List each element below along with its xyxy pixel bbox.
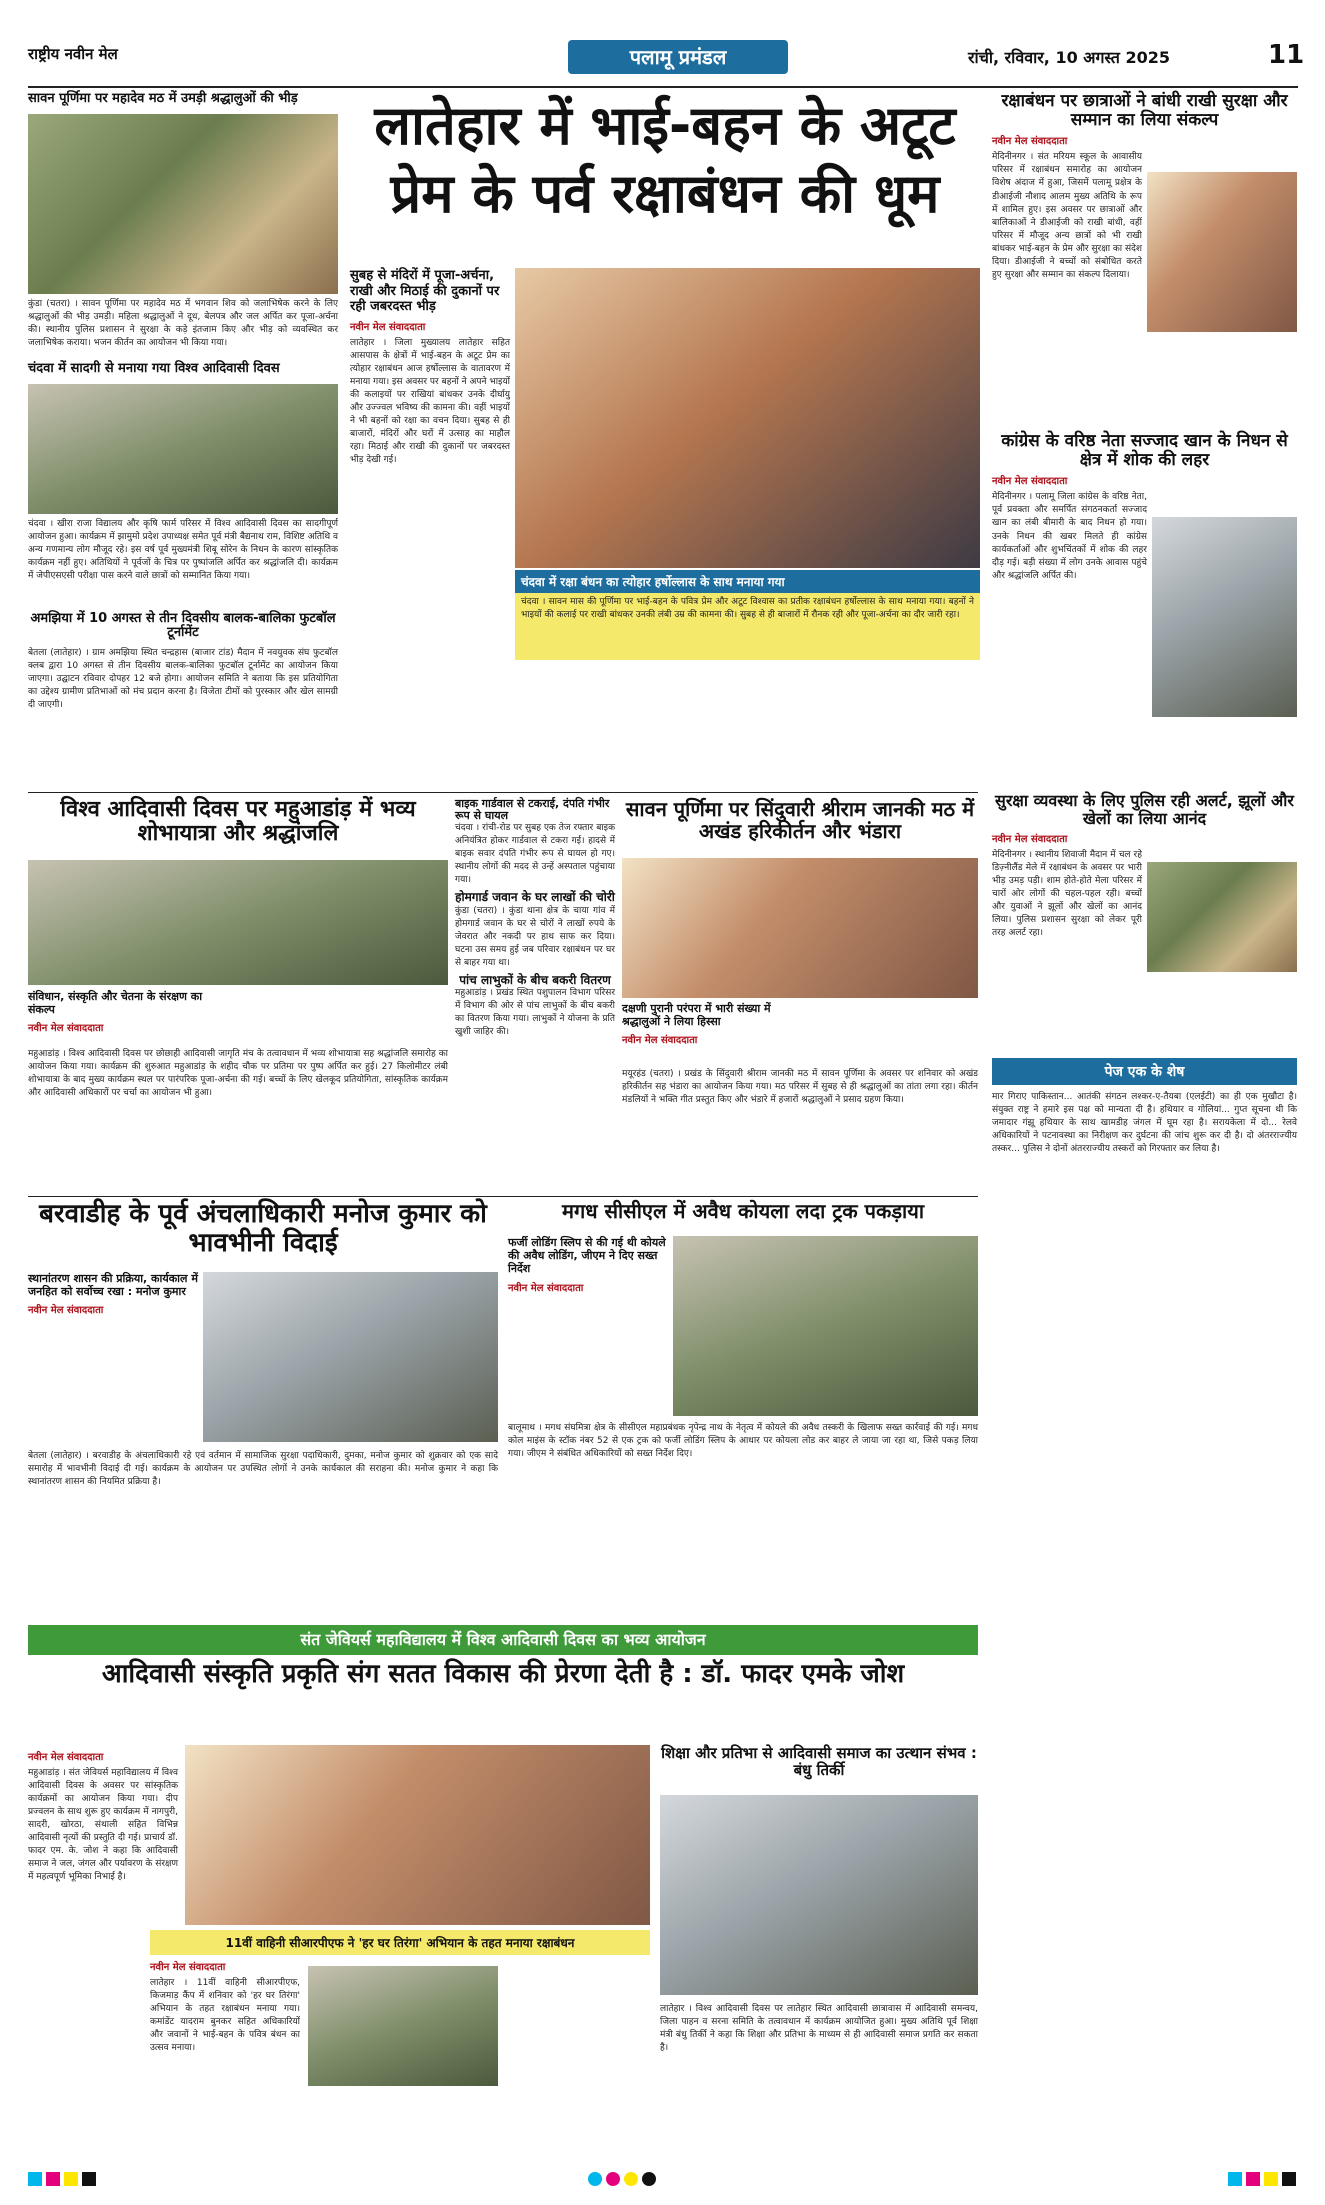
photo-seminar — [660, 1795, 978, 1995]
bullet: फर्जी लोडिंग स्लिप से की गई थी कोयले की अवैध लोडिंग, जीएम ने दिए सख्त निर्देश — [508, 1236, 666, 1276]
caption-title: चंदवा में रक्षा बंधन का त्योहार हर्षोल्लास के साथ मनाया गया — [515, 570, 980, 593]
story-raksha-students — [992, 92, 1297, 427]
main-bullet: सुबह से मंदिरों में पूजा-अर्चना, राखी और मिठाई की दुकानों पर रही जबरदस्त भीड़ — [350, 268, 500, 315]
byline: नवीन मेल संवाददाता — [622, 1035, 698, 1047]
byline: नवीन मेल संवाददाता — [28, 1305, 104, 1317]
headline: अमझिया में 10 अगस्त से तीन दिवसीय बालक-बालिका फुटबॉल टूर्नामेंट — [30, 611, 336, 641]
headline: कांग्रेस के वरिष्ठ नेता सज्जाद खान के निधन से क्षेत्र में शोक की लहर — [1001, 431, 1288, 470]
photo-rakhi — [515, 268, 980, 568]
photo-procession — [28, 860, 448, 985]
headline-goat: पांच लाभुकों के बीच बकरी वितरण — [459, 972, 611, 987]
story-sajjad-khan — [992, 432, 1297, 787]
byline: नवीन मेल संवाददाता — [150, 1962, 226, 1973]
photo-farewell — [203, 1272, 498, 1442]
article-body: लातेहार । जिला मुख्यालय लातेहार सहित आसपास के क्षेत्रों में भाई-बहन के अटूट प्रेम का त्योहार रक्षाबंधन आज हर्षोल्लास के वातावरण में मनाया गया। इस अवसर पर बहनों ने अपने भाइयों की कलाइयों पर राखियां बांधकर उनके दीर्घायु और उज्ज्वल भविष्य की कामना की। वहीं भाइयों ने भी बहनों को रक्षा का वचन दिया। सुबह से ही बाजारों, मंदिरों और घरों में उत्साह का माहौल रहा। मिठाई और राखी की दुकानों पर जबरदस्त भीड़ देखी गई। — [350, 337, 510, 466]
headline: सावन पूर्णिमा पर महादेव मठ में उमड़ी श्रद्धालुओं की भीड़ — [28, 91, 298, 106]
story-bandhu-tirkey — [660, 1745, 978, 2155]
photo-crowd — [28, 114, 338, 294]
photo-students — [1147, 172, 1297, 332]
article-body: बेतला (लातेहार) । बरवाडीह के अंचलाधिकारी रहे एवं वर्तमान में सामाजिक सुरक्षा पदाधिकारी, दुमका, मनोज कुमार को शुक्रवार को एक सादे समारोह में भावभीनी विदाई दी गई। कार्यक्रम के आयोजन पर उपस्थित लोगों ने उनके कार्यकाल की सराहना की। मनोज कुमार ने कहा कि स्थानांतरण शासन की नियमित प्रक्रिया है। — [28, 1451, 498, 1488]
article-body: कुंडा (चतरा) । सावन पूर्णिमा पर महादेव मठ में भगवान शिव को जलाभिषेक करने के लिए श्रद्धालुओं की भीड़ उमड़ी। महिला श्रद्धालुओं ने दूध, बेलपत्र और जल अर्पित कर पूजा-अर्चना की। स्थानीय पुलिस प्रशासन ने सुरक्षा के कड़े इंतजाम किए और भीड़ को व्यवस्थित कर जलाभिषेक कराया। भजन कीर्तन का आयोजन भी किया गया। — [28, 299, 338, 349]
headline: मगध सीसीएल में अवैध कोयला लदा ट्रक पकड़ाया — [562, 1199, 924, 1223]
bullet: संविधान, संस्कृति और चेतना के संरक्षण का संकल्प — [28, 990, 203, 1017]
section-name: पलामू प्रमंडल — [568, 40, 788, 74]
article-body: महुआडांड़ । विश्व आदिवासी दिवस पर छोछाही आदिवासी जागृति मंच के तत्वावधान में भव्य शोभायात्रा सह श्रद्धांजलि समारोह का आयोजन किया गया। कार्यक्रम की शुरुआत महुआडांड़ के शहीद चौक पर प्रतिमा पर पुष्प अर्पित कर हुई। 27 किलोमीटर लंबी शोभायात्रा के बाद मुख्य कार्यक्रम स्थल पर पारंपरिक पूजा-अर्चना की गई। बच्चों के लिए खेलकूद प्रतियोगिता, सांस्कृतिक कार्यक्रम और आदिवासी अधिकारों पर चर्चा का आयोजन भी हुआ। — [28, 1049, 448, 1099]
article-body: लातेहार । 11वीं वाहिनी सीआरपीएफ, किजमाड़ कैंप में शनिवार को 'हर घर तिरंगा' अभियान के तहत रक्षाबंधन मनाया गया। कमांडेंट यादराम बुनकर सहित अधिकारियों और जवानों ने भाई-बहन के पवित्र बंधन का उत्सव मनाया। — [150, 1978, 300, 2054]
byline: नवीन मेल संवाददाता — [992, 136, 1068, 148]
story-manoj-kumar-farewell — [28, 1200, 498, 1620]
brief-column — [455, 798, 615, 1193]
headline-theft: होमगार्ड जवान के घर लाखों की चोरी — [455, 890, 615, 905]
article-body: महुआडांड़ । संत जेवियर्स महाविद्यालय में विश्व आदिवासी दिवस के अवसर पर सांस्कृतिक कार्यक्रमों का आयोजन किया गया। दीप प्रज्वलन के साथ शुरू हुए कार्यक्रम में नागपुरी, सादरी, खोरठा, संथाली सहित विभिन्न आदिवासी नृत्यों की प्रस्तुति दी गई। प्राचार्य डॉ. फादर एम. के. जोश ने कहा कि आदिवासी समाज ने जल, जंगल और पर्यावरण के संरक्षण में महत्वपूर्ण भूमिका निभाई है। — [28, 1768, 178, 1883]
article-body: मेदिनीनगर । संत मरियम स्कूल के आवासीय परिसर में रक्षाबंधन समारोह का आयोजन विशेष अंदाज में हुआ, जिसमें पलामू प्रक्षेत्र के डीआईजी नौशाद आलम मुख्य अतिथि के रूप में शामिल हुए। इस अवसर पर छात्राओं और बालिकाओं ने डीआईजी को राखी बांधी, वहीं परिसर में मौजूद अन्य छात्रों को भी राखी बांधकर भाई-बहन के प्रेम और सुरक्षा का संदेश दिया। डीआईजी ने बच्चों को संबोधित करते हुए सुरक्षा और सम्मान का संकल्प दिलाया। — [992, 152, 1142, 280]
headline: शिक्षा और प्रतिभा से आदिवासी समाज का उत्थान संभव : बंधु तिर्की — [661, 1744, 977, 1779]
photo-kirtan — [622, 858, 978, 998]
byline: नवीन मेल संवाददाता — [508, 1282, 584, 1294]
headline: विश्व आदिवासी दिवस पर महुआडांड़ में भव्य शोभायात्रा और श्रद्धांजलि — [60, 797, 416, 847]
byline: नवीन मेल संवाददाता — [28, 1752, 104, 1763]
photo-crpf — [308, 1966, 498, 2086]
headline: चंदवा में सादगी से मनाया गया विश्व आदिवासी दिवस — [28, 361, 280, 376]
headline: सुरक्षा व्यवस्था के लिए पुलिस रही अलर्ट, झूलों और खेलों का लिया आनंद — [995, 791, 1294, 828]
article-body: लातेहार । विश्व आदिवासी दिवस पर लातेहार स्थित आदिवासी छात्रावास में आदिवासी समन्वय, जिला पाहन व सरना समिति के तत्वावधान में कार्यक्रम आयोजित हुआ। मुख्य अतिथि पूर्व शिक्षा मंत्री बंधु तिर्की ने कहा कि शिक्षा और प्रतिभा के माध्यम से ही आदिवासी समाज प्रगति कर सकता है। — [660, 2004, 978, 2054]
story-adivasi-culture — [28, 1660, 978, 1740]
article-body: मेदिनीनगर । पलामू जिला कांग्रेस के वरिष्ठ नेता, पूर्व प्रवक्ता और समर्पित संगठनकर्ता सज्जाद खान का लंबी बीमारी के बाद निधन हो गया। उनके निधन की खबर मिलते ही कांग्रेस कार्यकर्ताओं और शुभचिंतकों में शोक की लहर दौड़ गई। बड़ी संख्या में लोग उनके आवास पहुंचे और श्रद्धांजलि अर्पित की। — [992, 492, 1147, 581]
story-mahuadanr-shobhayatra — [28, 798, 448, 1193]
headline: 11वीं वाहिनी सीआरपीएफ ने 'हर घर तिरंगा' अभियान के तहत मनाया रक्षाबंधन — [150, 1930, 650, 1955]
section-title: पेज एक के शेष — [992, 1058, 1297, 1085]
photo-event — [28, 384, 338, 514]
headline: सावन पूर्णिमा पर सिंदुवारी श्रीराम जानकी मठ में अखंड हरिकीर्तन और भंडारा — [625, 797, 975, 843]
story-chandwa-adivasi — [28, 362, 338, 607]
article-body: चंदवा । खीरा राजा विद्यालय और कृषि फार्म परिसर में विश्व आदिवासी दिवस का सादगीपूर्ण आयोजन हुआ। कार्यक्रम में झामुमो प्रदेश उपाध्यक्ष समेत पूर्व मंत्री बैद्यनाथ राम, विशिष्ट अतिथि व अन्य गणमान्य लोग मौजूद रहे। इस वर्ष पूर्व मुख्यमंत्री शिबू सोरेन के निधन के कारण सांस्कृतिक कार्यक्रम नहीं हुए। अतिथियों ने पूर्वजों के चित्र पर पुष्पांजलि अर्पित कर श्रद्धांजलि दी। कार्यक्रम में जेपीएसएसी परीक्षा पास करने वाले छात्रों को सम्मानित किया गया। — [28, 519, 338, 582]
body-goat: महुआडांड़ । प्रखंड स्थित पशुपालन विभाग परिसर में विभाग की ओर से पांच लाभुकों के बीच बकरी का वितरण किया गया। लाभुकों ने योजना के प्रति खुशी जाहिर की। — [455, 988, 615, 1038]
brand-logo: राष्ट्रीय नवीन मेल — [28, 45, 118, 63]
article-body: बालूमाथ । मगध संघमित्रा क्षेत्र के सीसीएल महाप्रबंधक नृपेन्द्र नाथ के नेतृत्व में कोयले की अवैध तस्करी के खिलाफ सख्त कार्रवाई की गई। मगध कोल माइंस के स्टॉक नंबर 52 से एक ट्रक को फर्जी लोडिंग स्लिप के आधार पर कोयला लोड कर बाहर ले जाया जा रहा था, जिसे पकड़ लिया गया। जीएम ने संबंधित अधिकारियों को सख्त निर्देश दिए। — [508, 1423, 978, 1460]
headline-bike: बाइक गार्डवाल से टकराई, दंपति गंभीर रूप से घायल — [455, 797, 610, 823]
headline: आदिवासी संस्कृति प्रकृति संग सतत विकास की प्रेरणा देती है : डॉ. फादर एमके जोश — [101, 1659, 905, 1689]
photo-fair — [1147, 862, 1297, 972]
caption-box — [515, 570, 980, 660]
byline: नवीन मेल संवाददाता — [992, 476, 1068, 488]
story-sinduvari-math — [622, 798, 978, 1193]
caption-body: चंदवा । सावन मास की पूर्णिमा पर भाई-बहन के पवित्र प्रेम और अटूट विश्वास का प्रतीक रक्षाबंधन हर्षोल्लास के साथ मनाया गया। बहनों ने भाइयों की कलाई पर राखी बांधकर उनकी लंबी उम्र की कामना की। सुबह से ही बाजारों में रौनक रही और पूजा-अर्चना का दौर जारी रहा। — [521, 597, 974, 621]
body-theft: कुंडा (चतरा) । कुंडा थाना क्षेत्र के चाया गांव में होमगार्ड जवान के घर से चोरों ने लाखों रुपये के जेवरात और नकदी पर हाथ साफ कर दिया। घटना उस समय हुई जब परिवार रक्षाबंधन पर घर से बाहर गया था। — [455, 905, 615, 968]
bullet: स्थानांतरण शासन की प्रक्रिया, कार्यकाल में जनहित को सर्वोच्च रखा : मनोज कुमार — [28, 1272, 198, 1299]
article-body: मयूरहंड (चतरा) । प्रखंड के सिंदुवारी श्रीराम जानकी मठ में सावन पूर्णिमा के अवसर पर शनिवार को अखंड हरिकीर्तन सह भंडारा का आयोजन किया गया। मठ परिसर में सुबह से ही श्रद्धालुओं का तांता लगा रहा। कीर्तन मंडलियों ने भक्ति गीत प्रस्तुत किए और भंडारे में हजारों श्रद्धालुओं ने प्रसाद ग्रहण किया। — [622, 1069, 978, 1106]
story-mahadev-math — [28, 92, 338, 362]
byline: नवीन मेल संवाददाता — [28, 1023, 104, 1035]
article-body: बेतला (लातेहार) । ग्राम अमझिया स्थित चन्द्रहास (बाजार टांड) मैदान में नवयुवक संघ फुटबॉल क्लब द्वारा 10 अगस्त से तीन दिवसीय बालक-बालिका फुटबॉल टूर्नामेंट का आयोजन किया जाएगा। उद्घाटन रविवार दोपहर 12 बजे होगा। आयोजन समिति ने बताया कि इस प्रतियोगिता का उद्देश्य ग्रामीण प्रतिभाओं को मंच प्रदान करना है। विजेता टीमों को पुरस्कार और खेल सामग्री दी जाएगी। — [28, 647, 338, 710]
story-football — [28, 612, 338, 787]
dateline: रांची, रविवार, 10 अगस्त 2025 — [968, 48, 1170, 67]
photo-tribute — [1152, 517, 1297, 717]
headline: लातेहार में भाई-बहन के अटूट प्रेम के पर्व रक्षाबंधन की धूम — [374, 94, 956, 225]
main-headline — [350, 92, 980, 262]
page-number: 11 — [1268, 40, 1305, 70]
page-one-remainder — [992, 1058, 1297, 2158]
byline: नवीन मेल संवाददाता — [992, 834, 1068, 846]
body-bike: चंदवा । रांची-रोड पर सुबह एक तेज रफ्तार बाइक अनियंत्रित होकर गार्डवाल से टकरा गई। हादसे में बाइक सवार दंपति गंभीर रूप से घायल हो गए। स्थानीय लोगों की मदद से उन्हें अस्पताल पहुंचाया गया। — [455, 823, 615, 886]
color-registration-bar — [28, 2172, 1298, 2186]
headline: बरवाडीह के पूर्व अंचलाधिकारी मनोज कुमार को भावभीनी विदाई — [39, 1199, 487, 1258]
article-body: मेदिनीनगर । स्थानीय शिवाजी मैदान में चल रहे डिज़्नीलैंड मेले में रक्षाबंधन के अवसर पर भारी भीड़ उमड़ पड़ी। शाम होते-होते मेला परिसर में चारों ओर लोगों की चहल-पहल रही। बच्चों और युवाओं ने झूलों और खेलों का आनंद लिया। पुलिस प्रशासन सुरक्षा को लेकर पूरी तरह अलर्ट रहा। — [992, 850, 1142, 939]
main-story-column — [350, 268, 510, 788]
story-coal-truck — [508, 1200, 978, 1620]
byline: नवीन मेल संवाददाता — [350, 321, 426, 333]
masthead — [28, 40, 1305, 82]
green-banner: संत जेवियर्स महाविद्यालय में विश्व आदिवासी दिवस का भव्य आयोजन — [28, 1625, 978, 1655]
story-police-alert — [992, 792, 1297, 1052]
headline: रक्षाबंधन पर छात्राओं ने बांधी राखी सुरक्षा और सम्मान का लिया संकल्प — [1001, 91, 1288, 130]
photo-truck — [673, 1236, 978, 1416]
bullet: दक्षणी पुरानी परंपरा में भारी संख्या में श्रद्धालुओं ने लिया हिस्सा — [622, 1002, 771, 1029]
story-crpf — [150, 1930, 650, 2155]
photo-dance — [185, 1745, 650, 1925]
article-body: मार गिराए पाकिस्तान... आतंकी संगठन लश्कर-ए-तैयबा (एलईटी) का ही एक मुखौटा है। संयुक्त राष्ट्र ने हमारे इस पक्ष को मान्यता दी है। हथियार व गोलियां... गुप्त सूचना थी कि जमादार गंझू हथियार के साथ खामडीह जंगल में घूम रहा है। सरायकेला में दो... रेलवे अधिकारियों ने पटनावस्था का निरीक्षण कर दुर्घटना की जांच शुरू कर दी है। दो अंतरराज्यीय तस्कर... पुलिस ने दोनों अंतरराज्यीय तस्करों को गिरफ्तार कर लिया है। — [992, 1092, 1297, 1155]
